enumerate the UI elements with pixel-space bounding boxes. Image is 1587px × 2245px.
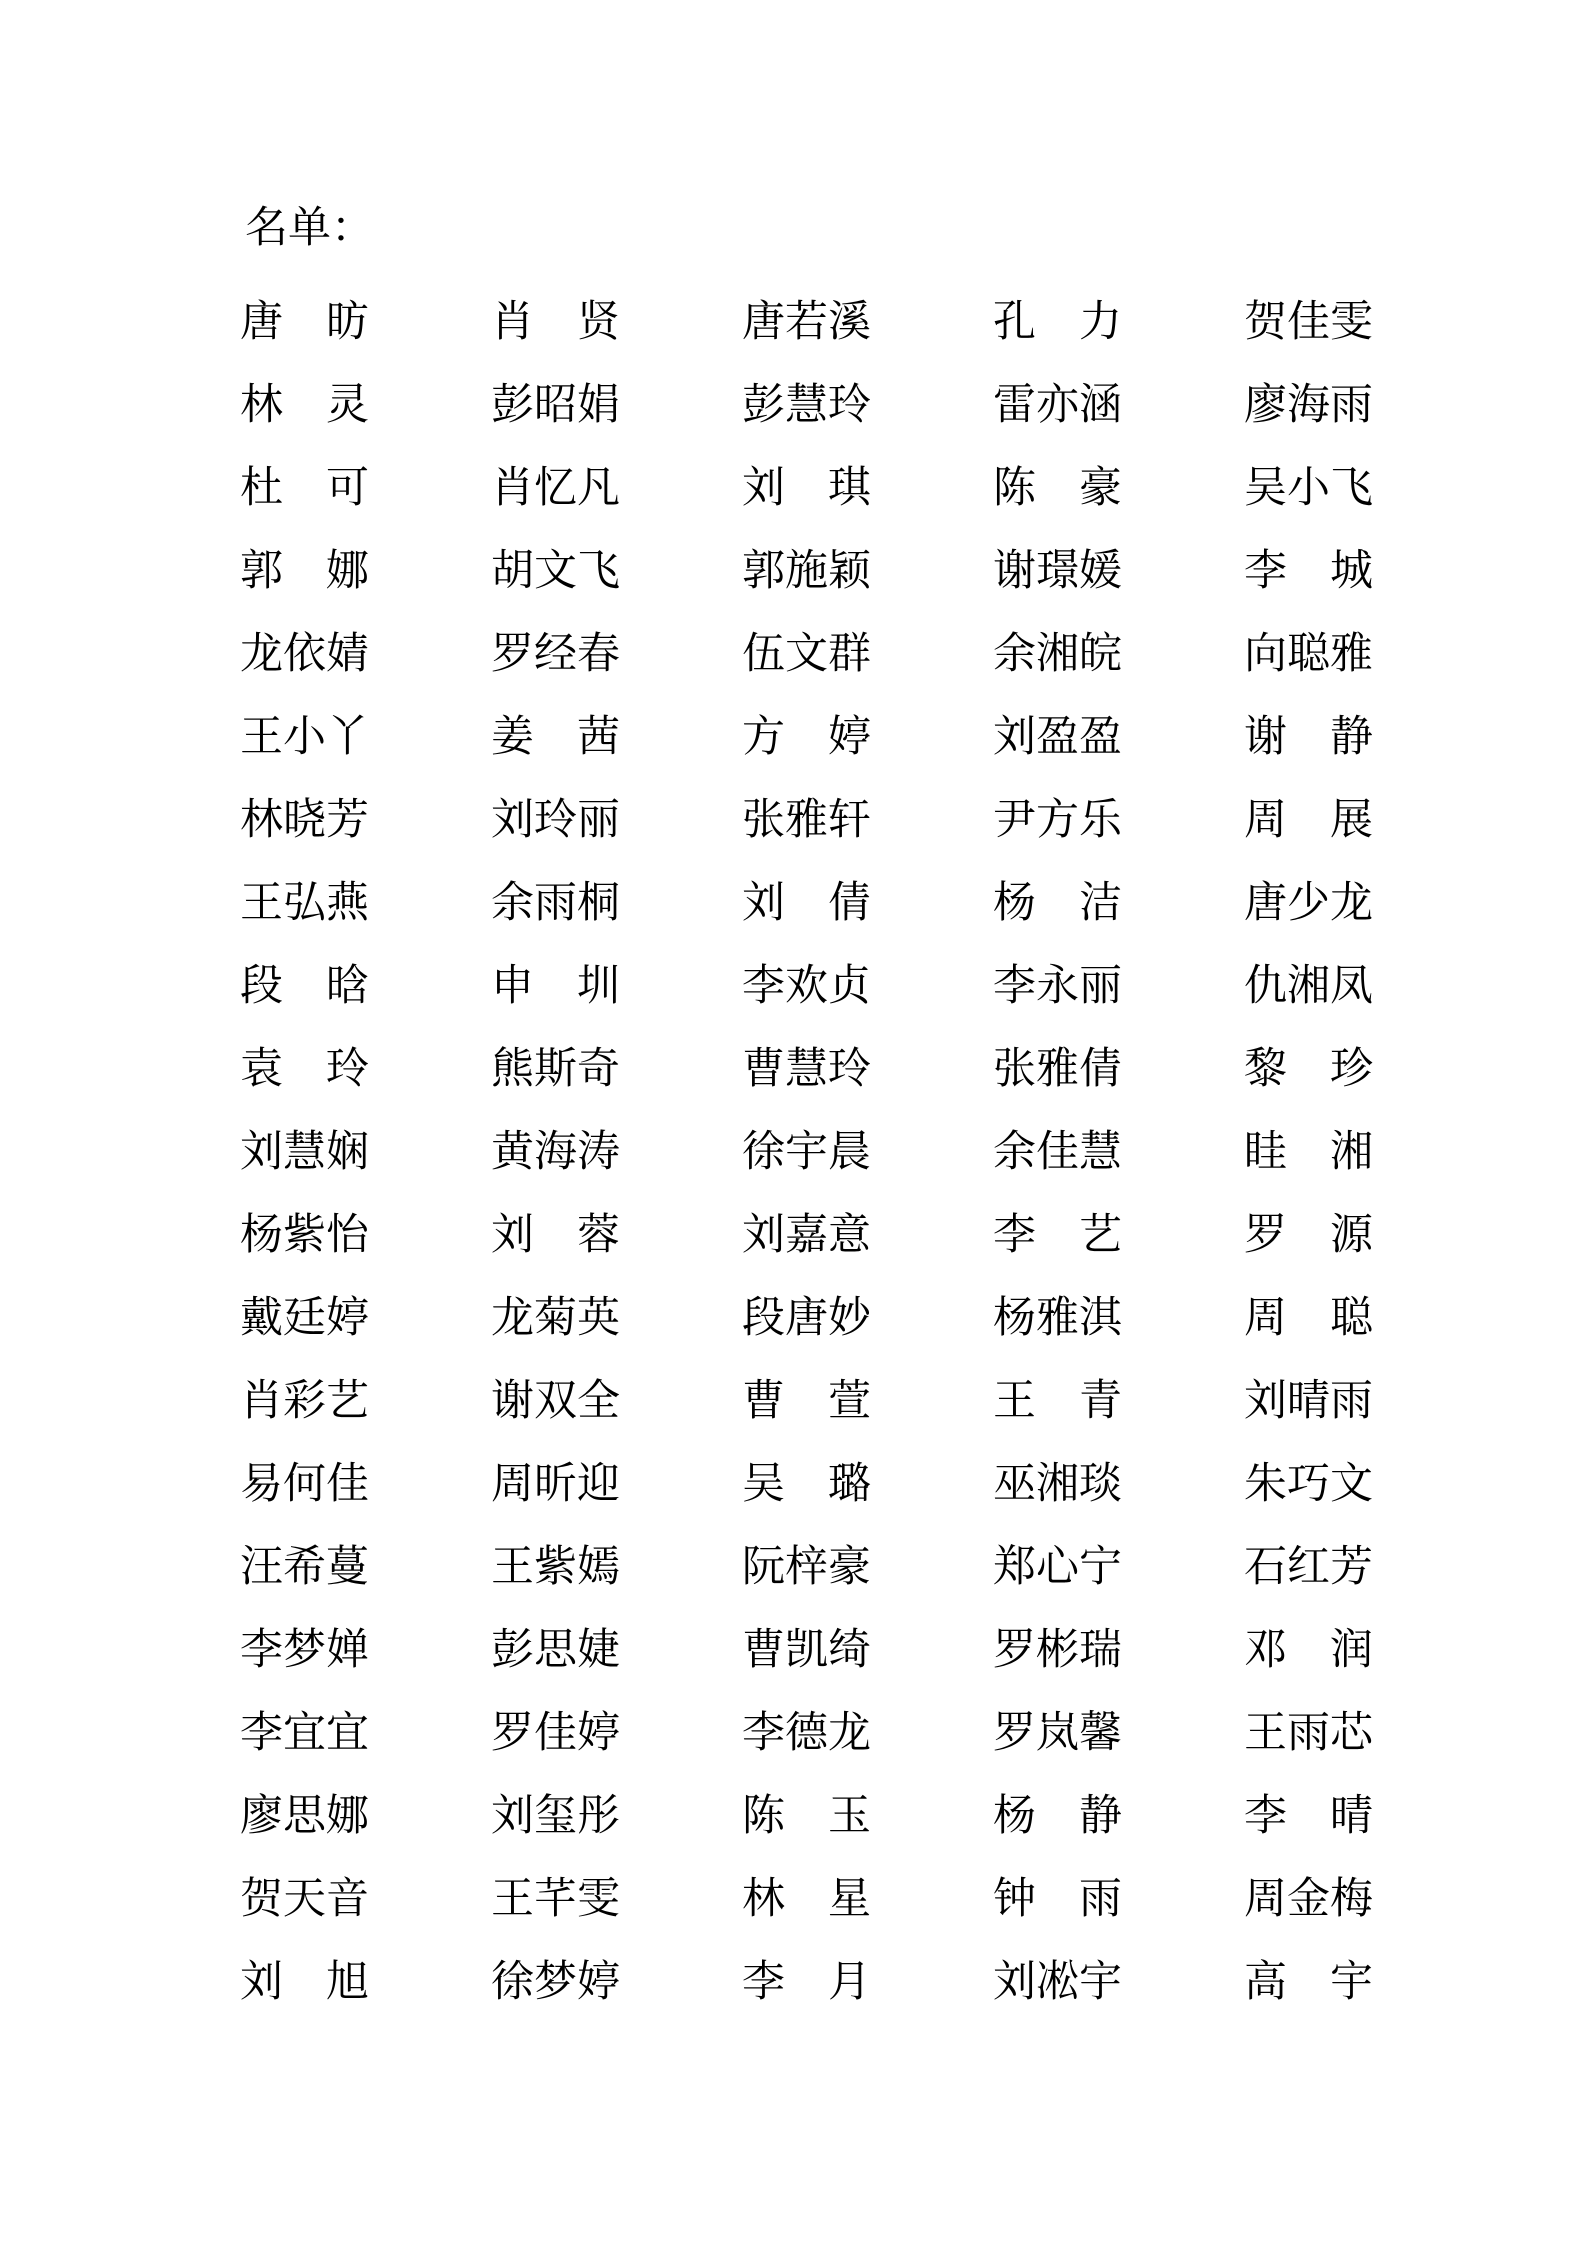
list-item: 林晓芳 (240, 797, 369, 844)
list-item: 吴小飞 (1244, 465, 1373, 512)
list-item: 刘嘉意 (742, 1212, 871, 1259)
list-item: 谢璟媛 (993, 548, 1122, 595)
list-item: 曹慧玲 (742, 1046, 871, 1093)
list-item: 王小丫 (240, 714, 369, 761)
list-item: 廖海雨 (1244, 382, 1373, 429)
list-item: 申 圳 (491, 963, 620, 1010)
list-item: 贺佳雯 (1244, 299, 1373, 346)
list-item: 罗彬瑞 (993, 1627, 1122, 1674)
list-item: 巫湘琰 (993, 1461, 1122, 1508)
list-item: 唐少龙 (1244, 880, 1373, 927)
list-item: 周 聪 (1244, 1295, 1373, 1342)
list-item: 廖思娜 (240, 1793, 369, 1840)
list-item: 龙依婧 (240, 631, 369, 678)
list-item: 龙菊英 (491, 1295, 620, 1342)
list-item: 袁 玲 (240, 1046, 369, 1093)
list-item: 李宜宜 (240, 1710, 369, 1757)
list-item: 雷亦涵 (993, 382, 1122, 429)
list-item: 郭施颖 (742, 548, 871, 595)
list-item: 刘 旭 (240, 1959, 369, 2006)
list-item: 罗岚馨 (993, 1710, 1122, 1757)
list-item: 戴廷婷 (240, 1295, 369, 1342)
list-item: 罗 源 (1244, 1212, 1373, 1259)
list-item: 李 城 (1244, 548, 1373, 595)
list-item: 陈 豪 (993, 465, 1122, 512)
list-item: 杨雅淇 (993, 1295, 1122, 1342)
list-item: 周昕迎 (491, 1461, 620, 1508)
list-item: 周金梅 (1244, 1876, 1373, 1923)
list-item: 杜 可 (240, 465, 369, 512)
list-item: 肖忆凡 (491, 465, 620, 512)
list-item: 黄海涛 (491, 1129, 620, 1176)
list-item: 熊斯奇 (491, 1046, 620, 1093)
list-item: 李 艺 (993, 1212, 1122, 1259)
list-item: 杨紫怡 (240, 1212, 369, 1259)
list-item: 段 晗 (240, 963, 369, 1010)
list-item: 眭 湘 (1244, 1129, 1373, 1176)
list-item: 余湘皖 (993, 631, 1122, 678)
list-item: 伍文群 (742, 631, 871, 678)
list-item: 张雅倩 (993, 1046, 1122, 1093)
list-item: 刘凇宇 (993, 1959, 1122, 2006)
list-item: 唐 昉 (240, 299, 369, 346)
list-item: 林 灵 (240, 382, 369, 429)
list-item: 刘玲丽 (491, 797, 620, 844)
list-item: 曹凯绮 (742, 1627, 871, 1674)
list-item: 张雅轩 (742, 797, 871, 844)
list-item: 石红芳 (1244, 1544, 1373, 1591)
list-item: 彭昭娟 (491, 382, 620, 429)
list-item: 刘玺彤 (491, 1793, 620, 1840)
list-item: 黎 珍 (1244, 1046, 1373, 1093)
list-item: 李 晴 (1244, 1793, 1373, 1840)
list-item: 汪希蔓 (240, 1544, 369, 1591)
list-item: 易何佳 (240, 1461, 369, 1508)
list-item: 王芊雯 (491, 1876, 620, 1923)
list-item: 姜 茜 (491, 714, 620, 761)
list-item: 邓 润 (1244, 1627, 1373, 1674)
list-item: 钟 雨 (993, 1876, 1122, 1923)
list-item: 段唐妙 (742, 1295, 871, 1342)
list-item: 徐宇晨 (742, 1129, 871, 1176)
list-item: 杨 静 (993, 1793, 1122, 1840)
list-item: 余雨桐 (491, 880, 620, 927)
list-item: 谢 静 (1244, 714, 1373, 761)
list-item: 方 婷 (742, 714, 871, 761)
list-item: 刘 倩 (742, 880, 871, 927)
list-item: 刘 蓉 (491, 1212, 620, 1259)
list-item: 肖 贤 (491, 299, 620, 346)
list-item: 阮梓豪 (742, 1544, 871, 1591)
list-item: 刘 琪 (742, 465, 871, 512)
list-item: 彭思婕 (491, 1627, 620, 1674)
list-item: 尹方乐 (993, 797, 1122, 844)
list-item: 吴 璐 (742, 1461, 871, 1508)
list-item: 郑心宁 (993, 1544, 1122, 1591)
list-item: 王紫嫣 (491, 1544, 620, 1591)
list-item: 李 月 (742, 1959, 871, 2006)
list-item: 刘盈盈 (993, 714, 1122, 761)
list-item: 徐梦婷 (491, 1959, 620, 2006)
list-item: 杨 洁 (993, 880, 1122, 927)
list-item: 李欢贞 (742, 963, 871, 1010)
list-item: 谢双全 (491, 1378, 620, 1425)
list-item: 胡文飞 (491, 548, 620, 595)
list-item: 林 星 (742, 1876, 871, 1923)
list-item: 刘慧娴 (240, 1129, 369, 1176)
page-title: 名单： (245, 205, 374, 252)
list-item: 郭 娜 (240, 548, 369, 595)
list-item: 刘晴雨 (1244, 1378, 1373, 1425)
list-item: 高 宇 (1244, 1959, 1373, 2006)
list-item: 李永丽 (993, 963, 1122, 1010)
list-item: 曹 萱 (742, 1378, 871, 1425)
list-item: 肖彩艺 (240, 1378, 369, 1425)
list-item: 李梦婵 (240, 1627, 369, 1674)
list-item: 仇湘凤 (1244, 963, 1373, 1010)
list-item: 孔 力 (993, 299, 1122, 346)
list-item: 罗经春 (491, 631, 620, 678)
name-list (240, 281, 1495, 2024)
list-item: 余佳慧 (993, 1129, 1122, 1176)
list-item: 向聪雅 (1244, 631, 1373, 678)
list-item: 王弘燕 (240, 880, 369, 927)
list-item: 唐若溪 (742, 299, 871, 346)
list-item: 罗佳婷 (491, 1710, 620, 1757)
list-item: 朱巧文 (1244, 1461, 1373, 1508)
list-item: 王 青 (993, 1378, 1122, 1425)
list-item: 王雨芯 (1244, 1710, 1373, 1757)
list-item: 周 展 (1244, 797, 1373, 844)
list-item: 贺天音 (240, 1876, 369, 1923)
list-item: 彭慧玲 (742, 382, 871, 429)
list-item: 李德龙 (742, 1710, 871, 1757)
list-item: 陈 玉 (742, 1793, 871, 1840)
